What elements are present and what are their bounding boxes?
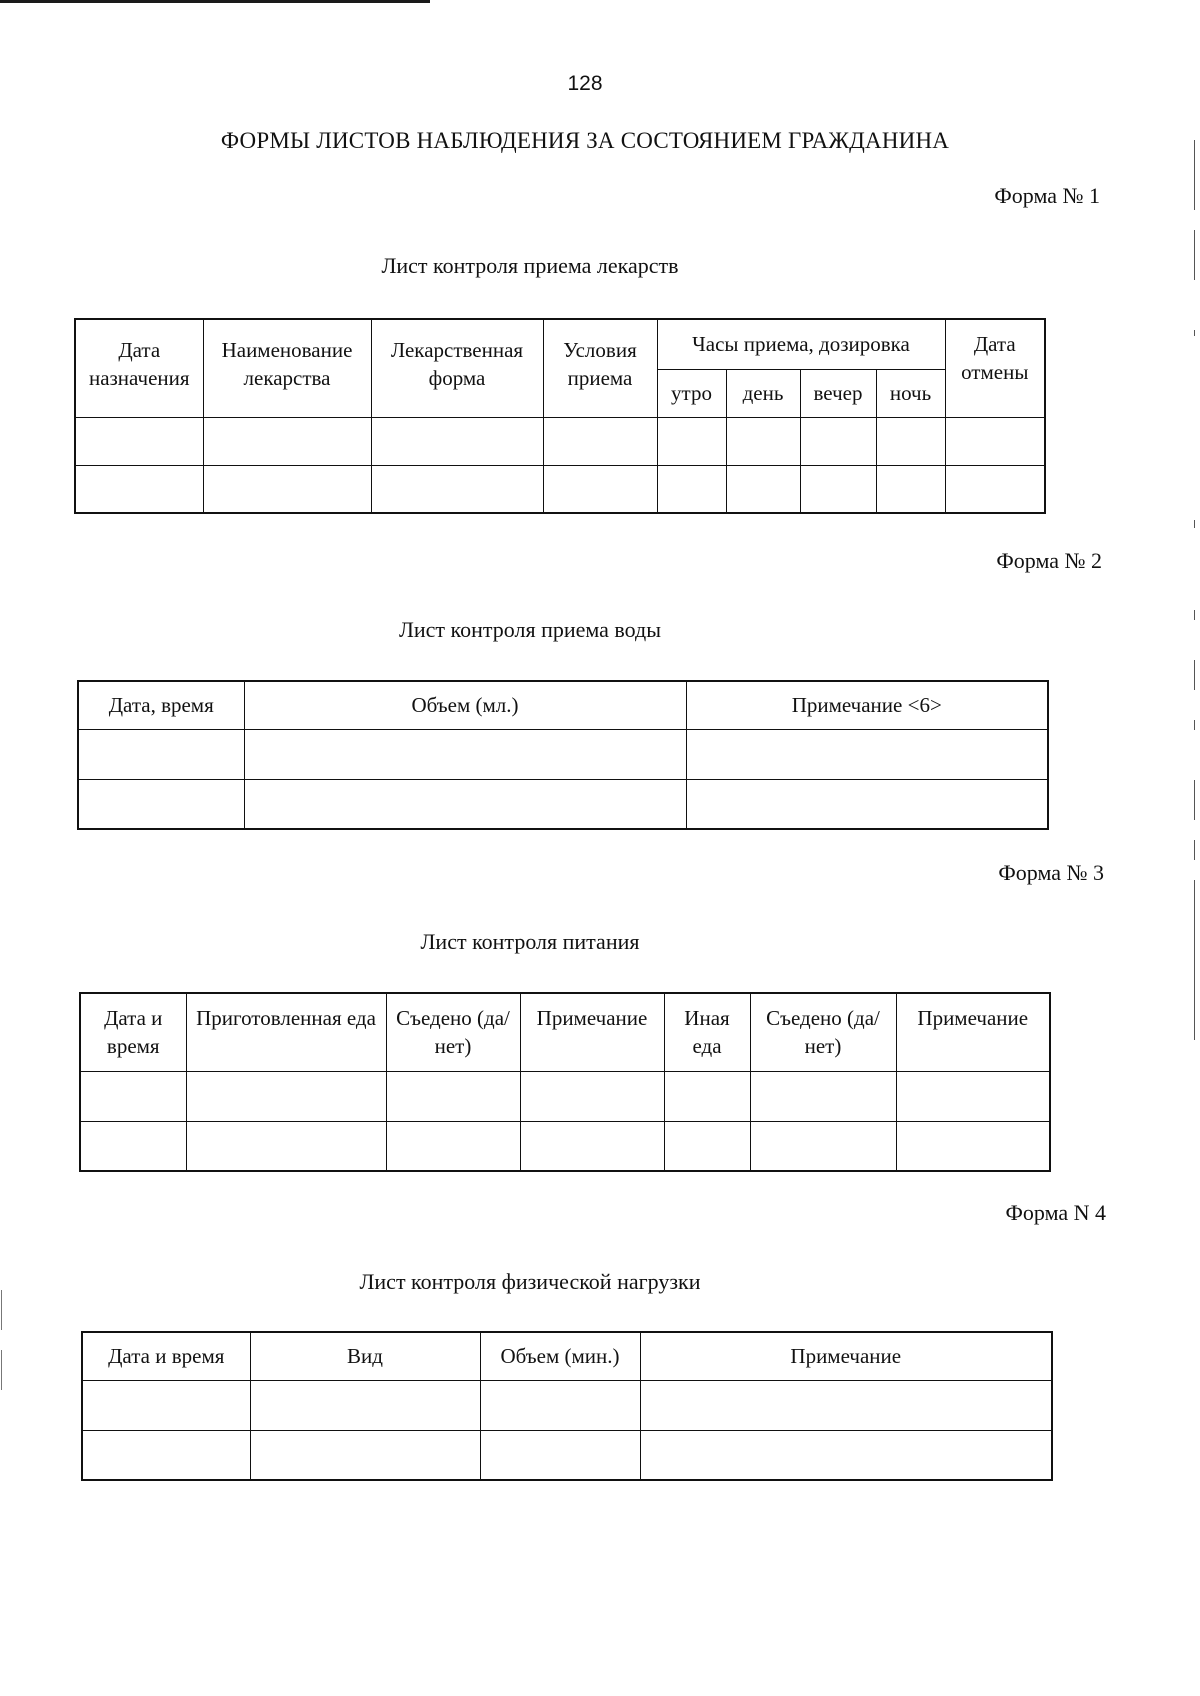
empty-cell	[520, 1071, 664, 1121]
empty-cell	[800, 465, 876, 513]
table-row	[80, 1121, 1050, 1171]
empty-cell	[480, 1430, 640, 1480]
empty-cell	[726, 465, 800, 513]
empty-cell	[82, 1380, 250, 1430]
empty-cell	[82, 1430, 250, 1480]
header-other-food: Иная еда	[664, 993, 750, 1071]
empty-cell	[80, 1071, 186, 1121]
scan-edge-marks-left	[0, 1290, 6, 1410]
form-4-title: Лист контроля физической нагрузки	[359, 1269, 701, 1294]
empty-cell	[371, 417, 543, 465]
header-note: Примечание <6>	[686, 681, 1048, 729]
empty-cell	[945, 417, 1045, 465]
empty-cell	[80, 1121, 186, 1171]
physical-activity-table	[81, 1331, 1053, 1481]
empty-cell	[386, 1071, 520, 1121]
scan-edge-marks	[1190, 140, 1200, 1040]
form-1-title: Лист контроля приема лекарств	[381, 253, 679, 278]
empty-cell	[78, 779, 244, 829]
table-row	[82, 1380, 1052, 1430]
water-intake-table	[77, 680, 1049, 830]
header-date-cancelled: Дата отмены	[945, 319, 1045, 417]
header-dosage-form: Лекарственная форма	[371, 319, 543, 417]
empty-cell	[750, 1071, 896, 1121]
empty-cell	[750, 1121, 896, 1171]
empty-cell	[386, 1121, 520, 1171]
header-evening: вечер	[800, 369, 876, 417]
header-day: день	[726, 369, 800, 417]
empty-cell	[543, 417, 657, 465]
empty-cell	[244, 779, 686, 829]
empty-cell	[657, 465, 726, 513]
nutrition-control-table	[79, 992, 1051, 1172]
form-4-label: Форма N 4	[1005, 1200, 1106, 1225]
form-2-title: Лист контроля приема воды	[398, 617, 662, 642]
empty-cell	[876, 465, 945, 513]
table-row	[80, 1071, 1050, 1121]
table-row	[75, 417, 1045, 465]
empty-cell	[203, 417, 371, 465]
empty-cell	[75, 465, 203, 513]
top-rule	[0, 0, 430, 3]
header-date-assigned: Дата назначения	[75, 319, 203, 417]
header-prepared-food: Приготовленная еда	[186, 993, 386, 1071]
empty-cell	[186, 1121, 386, 1171]
page-title: ФОРМЫ ЛИСТОВ НАБЛЮДЕНИЯ ЗА СОСТОЯНИЕМ ГРАЖДАНИНА	[220, 128, 950, 153]
header-date-time: Дата и время	[82, 1332, 250, 1380]
empty-cell	[664, 1121, 750, 1171]
empty-cell	[876, 417, 945, 465]
form-3-label: Форма № 3	[998, 860, 1104, 885]
empty-cell	[686, 779, 1048, 829]
empty-cell	[244, 729, 686, 779]
empty-cell	[371, 465, 543, 513]
medication-control-table	[74, 318, 1046, 514]
empty-cell	[896, 1121, 1050, 1171]
header-conditions: Условия приема	[543, 319, 657, 417]
header-drug-name: Наименование лекарства	[203, 319, 371, 417]
empty-cell	[520, 1121, 664, 1171]
header-date-time: Дата и время	[80, 993, 186, 1071]
table-row	[78, 729, 1048, 779]
form-1-label: Форма № 1	[994, 183, 1100, 208]
header-volume-min: Объем (мин.)	[480, 1332, 640, 1380]
empty-cell	[945, 465, 1045, 513]
table-row	[78, 779, 1048, 829]
empty-cell	[726, 417, 800, 465]
empty-cell	[640, 1430, 1052, 1480]
header-eaten: Съедено (да/нет)	[386, 993, 520, 1071]
header-volume-ml: Объем (мл.)	[244, 681, 686, 729]
table-row	[82, 1430, 1052, 1480]
empty-cell	[480, 1380, 640, 1430]
header-morning: утро	[657, 369, 726, 417]
table-row	[75, 465, 1045, 513]
form-2-label: Форма № 2	[996, 548, 1102, 573]
empty-cell	[896, 1071, 1050, 1121]
empty-cell	[657, 417, 726, 465]
header-note: Примечание	[520, 993, 664, 1071]
header-eaten-other: Съедено (да/нет)	[750, 993, 896, 1071]
empty-cell	[686, 729, 1048, 779]
page-number: 128	[567, 72, 603, 95]
header-activity-type: Вид	[250, 1332, 480, 1380]
header-note: Примечание	[640, 1332, 1052, 1380]
empty-cell	[203, 465, 371, 513]
empty-cell	[186, 1071, 386, 1121]
header-hours-dosage: Часы приема, дозировка	[657, 319, 945, 369]
empty-cell	[640, 1380, 1052, 1430]
form-3-title: Лист контроля питания	[420, 929, 640, 954]
empty-cell	[664, 1071, 750, 1121]
header-note-other: Примечание	[896, 993, 1050, 1071]
empty-cell	[250, 1380, 480, 1430]
header-date-time: Дата, время	[78, 681, 244, 729]
empty-cell	[800, 417, 876, 465]
empty-cell	[78, 729, 244, 779]
header-night: ночь	[876, 369, 945, 417]
empty-cell	[75, 417, 203, 465]
empty-cell	[250, 1430, 480, 1480]
empty-cell	[543, 465, 657, 513]
